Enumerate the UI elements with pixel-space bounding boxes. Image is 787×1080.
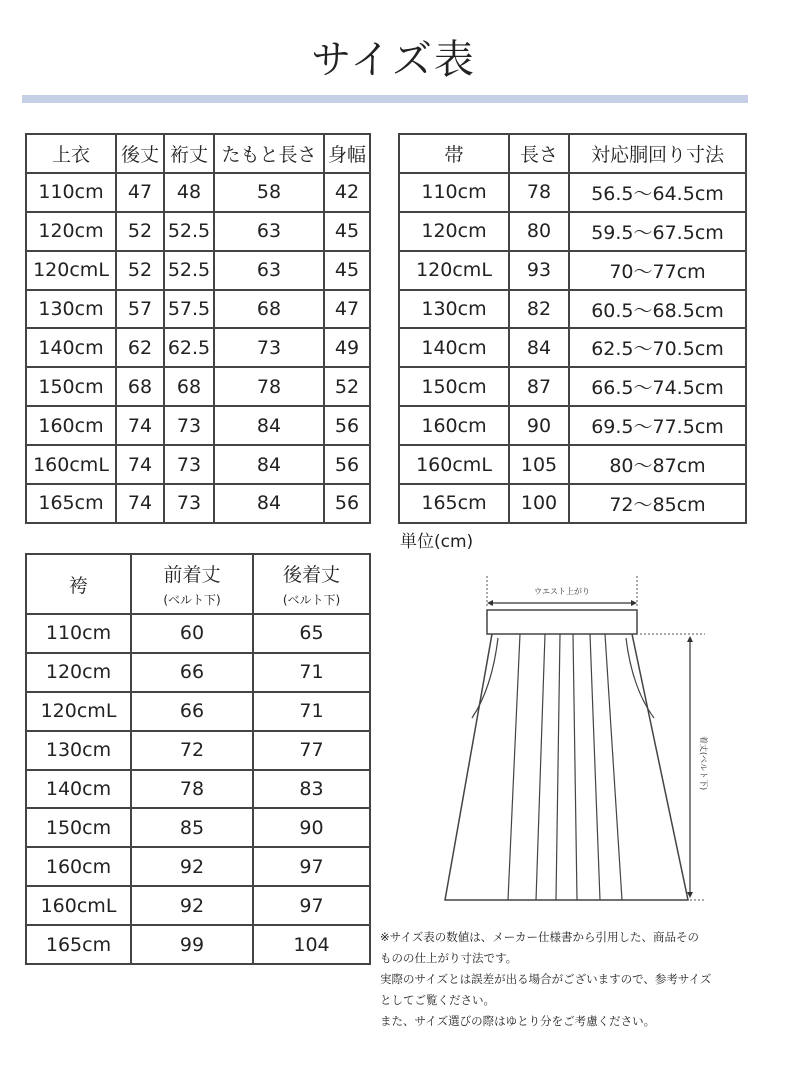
table-cell: 68 bbox=[116, 367, 164, 406]
pleat-line bbox=[536, 634, 545, 900]
table-row bbox=[26, 925, 370, 964]
table-cell: 65 bbox=[253, 614, 370, 653]
header-cell: 裄丈 bbox=[164, 134, 214, 173]
note-line: ※サイズ表の数値は、メーカー仕様書から引用した、商品その bbox=[380, 930, 699, 944]
table-cell: 84 bbox=[509, 328, 569, 367]
table-cell: 80 bbox=[509, 212, 569, 251]
table-cell: 63 bbox=[214, 251, 324, 290]
header-sub: (ベルト下) bbox=[163, 593, 221, 607]
header-cell: 後丈 bbox=[116, 134, 164, 173]
table-row bbox=[399, 328, 746, 367]
table-row bbox=[26, 770, 370, 809]
note-line: 実際のサイズとは誤差が出る場合がございますので、参考サイズ bbox=[380, 972, 712, 986]
table-cell: 120cmL bbox=[26, 251, 116, 290]
table-cell: 110cm bbox=[26, 614, 131, 653]
pleat-line bbox=[508, 634, 520, 900]
table-row bbox=[26, 367, 370, 406]
side-slit-left bbox=[472, 638, 498, 718]
table-cell: 47 bbox=[324, 290, 370, 329]
table-cell: 160cmL bbox=[26, 886, 131, 925]
table-cell: 68 bbox=[214, 290, 324, 329]
table-cell: 120cm bbox=[399, 212, 509, 251]
table-cell: 150cm bbox=[399, 367, 509, 406]
table-cell: 73 bbox=[214, 328, 324, 367]
table-cell: 48 bbox=[164, 173, 214, 212]
length-label: 着丈(ベルト下) bbox=[699, 735, 708, 791]
table-cell: 120cm bbox=[26, 653, 131, 692]
table-cell: 160cmL bbox=[26, 445, 116, 484]
table-cell: 62.5～70.5cm bbox=[569, 328, 746, 367]
note-line: としてご覧ください。 bbox=[380, 993, 495, 1007]
table-cell: 78 bbox=[131, 770, 253, 809]
table-row bbox=[26, 173, 370, 212]
table-cell: 78 bbox=[214, 367, 324, 406]
table-cell: 59.5～67.5cm bbox=[569, 212, 746, 251]
table-cell: 130cm bbox=[26, 731, 131, 770]
table-cell: 56 bbox=[324, 484, 370, 523]
table-cell: 110cm bbox=[26, 173, 116, 212]
table-cell: 130cm bbox=[26, 290, 116, 329]
table-cell: 84 bbox=[214, 484, 324, 523]
header-sub: (ベルト下) bbox=[282, 593, 341, 607]
table-cell: 160cmL bbox=[399, 445, 509, 484]
table-cell: 74 bbox=[116, 406, 164, 445]
header-cell bbox=[131, 554, 253, 614]
header-main: 後着丈 bbox=[282, 564, 340, 586]
table-row bbox=[399, 406, 746, 445]
table-cell: 78 bbox=[509, 173, 569, 212]
table-cell: 66 bbox=[131, 653, 253, 692]
table-cell: 85 bbox=[131, 808, 253, 847]
table-row bbox=[26, 614, 370, 653]
table-cell: 160cm bbox=[26, 406, 116, 445]
table-cell: 56.5～64.5cm bbox=[569, 173, 746, 212]
table-cell: 62.5 bbox=[164, 328, 214, 367]
table-row bbox=[26, 484, 370, 523]
table-cell: 60.5～68.5cm bbox=[569, 290, 746, 329]
table-cell: 90 bbox=[253, 808, 370, 847]
table-cell: 57.5 bbox=[164, 290, 214, 329]
table-cell: 130cm bbox=[399, 290, 509, 329]
table-row bbox=[26, 847, 370, 886]
pleat-line bbox=[573, 634, 577, 900]
obi-size-table bbox=[398, 133, 747, 524]
table-cell: 83 bbox=[253, 770, 370, 809]
table-row bbox=[399, 251, 746, 290]
header-cell: 身幅 bbox=[324, 134, 370, 173]
table-cell: 140cm bbox=[399, 328, 509, 367]
pleat-line bbox=[556, 634, 560, 900]
table-cell: 57 bbox=[116, 290, 164, 329]
table-cell: 92 bbox=[131, 886, 253, 925]
header-cell: 上衣 bbox=[26, 134, 116, 173]
table-cell: 140cm bbox=[26, 328, 116, 367]
table-cell: 80～87cm bbox=[569, 445, 746, 484]
table-cell: 90 bbox=[509, 406, 569, 445]
table-cell: 165cm bbox=[26, 925, 131, 964]
table-header-row bbox=[26, 134, 370, 173]
hakama-size-table bbox=[25, 553, 371, 965]
table-cell: 56 bbox=[324, 445, 370, 484]
arrow-left-icon bbox=[487, 600, 493, 606]
table-cell: 66.5～74.5cm bbox=[569, 367, 746, 406]
table-cell: 84 bbox=[214, 445, 324, 484]
table-row bbox=[399, 173, 746, 212]
table-row bbox=[26, 808, 370, 847]
table-cell: 120cmL bbox=[399, 251, 509, 290]
table-row bbox=[26, 886, 370, 925]
title-underline bbox=[22, 95, 748, 103]
table-cell: 73 bbox=[164, 445, 214, 484]
waistband bbox=[487, 610, 637, 634]
table-cell: 82 bbox=[509, 290, 569, 329]
table-cell: 52 bbox=[324, 367, 370, 406]
table-cell: 68 bbox=[164, 367, 214, 406]
table-cell: 120cm bbox=[26, 212, 116, 251]
header-cell: 帯 bbox=[399, 134, 509, 173]
header-cell: たもと長さ bbox=[214, 134, 324, 173]
table-cell: 66 bbox=[131, 692, 253, 731]
table-row bbox=[26, 212, 370, 251]
table-cell: 99 bbox=[131, 925, 253, 964]
table-cell: 62 bbox=[116, 328, 164, 367]
arrow-up-icon bbox=[687, 636, 693, 642]
table-cell: 73 bbox=[164, 406, 214, 445]
page-title: サイズ表 bbox=[311, 37, 476, 83]
table-cell: 77 bbox=[253, 731, 370, 770]
table-cell: 74 bbox=[116, 484, 164, 523]
table-row bbox=[26, 406, 370, 445]
header-main: 袴 bbox=[68, 574, 88, 597]
table-header-row bbox=[399, 134, 746, 173]
table-cell: 84 bbox=[214, 406, 324, 445]
table-cell: 150cm bbox=[26, 808, 131, 847]
table-cell: 71 bbox=[253, 692, 370, 731]
table-cell: 60 bbox=[131, 614, 253, 653]
table-cell: 45 bbox=[324, 212, 370, 251]
pleat-line bbox=[605, 634, 622, 900]
note-line: ものの仕上がり寸法です。 bbox=[380, 951, 518, 965]
side-slit-right bbox=[626, 638, 654, 718]
table-cell: 110cm bbox=[399, 173, 509, 212]
header-main: 前着丈 bbox=[163, 564, 221, 586]
table-cell: 42 bbox=[324, 173, 370, 212]
header-cell: 長さ bbox=[509, 134, 569, 173]
table-cell: 140cm bbox=[26, 770, 131, 809]
table-cell: 52.5 bbox=[164, 212, 214, 251]
table-row bbox=[26, 290, 370, 329]
table-header-row bbox=[26, 554, 370, 614]
table-cell: 97 bbox=[253, 847, 370, 886]
header-cell bbox=[26, 554, 131, 614]
table-row bbox=[26, 692, 370, 731]
table-cell: 52 bbox=[116, 212, 164, 251]
table-cell: 56 bbox=[324, 406, 370, 445]
table-cell: 52.5 bbox=[164, 251, 214, 290]
table-cell: 87 bbox=[509, 367, 569, 406]
table-cell: 72～85cm bbox=[569, 484, 746, 523]
table-cell: 92 bbox=[131, 847, 253, 886]
table-cell: 52 bbox=[116, 251, 164, 290]
note-line: また、サイズ選びの際はゆとり分をご考慮ください。 bbox=[380, 1014, 656, 1028]
table-cell: 104 bbox=[253, 925, 370, 964]
table-row bbox=[26, 731, 370, 770]
table-row bbox=[399, 367, 746, 406]
hakama-diagram bbox=[440, 568, 715, 903]
table-cell: 47 bbox=[116, 173, 164, 212]
table-cell: 93 bbox=[509, 251, 569, 290]
header-cell: 対応胴回り寸法 bbox=[569, 134, 746, 173]
pleat-line bbox=[590, 634, 600, 900]
table-row bbox=[399, 445, 746, 484]
skirt-outline bbox=[445, 634, 688, 900]
table-row bbox=[399, 212, 746, 251]
table-cell: 69.5～77.5cm bbox=[569, 406, 746, 445]
table-cell: 58 bbox=[214, 173, 324, 212]
table-cell: 63 bbox=[214, 212, 324, 251]
table-cell: 72 bbox=[131, 731, 253, 770]
header-cell bbox=[253, 554, 370, 614]
table-cell: 165cm bbox=[26, 484, 116, 523]
table-cell: 70～77cm bbox=[569, 251, 746, 290]
jacket-size-table bbox=[25, 133, 371, 524]
table-cell: 97 bbox=[253, 886, 370, 925]
table-cell: 45 bbox=[324, 251, 370, 290]
table-row bbox=[399, 484, 746, 523]
waist-label: ウエスト上がり bbox=[534, 587, 590, 596]
table-cell: 74 bbox=[116, 445, 164, 484]
unit-label: 単位(cm) bbox=[400, 532, 474, 552]
notes bbox=[380, 927, 780, 1032]
table-cell: 160cm bbox=[399, 406, 509, 445]
table-cell: 71 bbox=[253, 653, 370, 692]
table-cell: 100 bbox=[509, 484, 569, 523]
table-cell: 120cmL bbox=[26, 692, 131, 731]
arrow-right-icon bbox=[631, 600, 637, 606]
table-cell: 105 bbox=[509, 445, 569, 484]
table-cell: 165cm bbox=[399, 484, 509, 523]
table-row bbox=[26, 653, 370, 692]
table-row bbox=[26, 251, 370, 290]
table-cell: 160cm bbox=[26, 847, 131, 886]
table-row bbox=[26, 328, 370, 367]
table-row bbox=[26, 445, 370, 484]
table-cell: 73 bbox=[164, 484, 214, 523]
table-cell: 150cm bbox=[26, 367, 116, 406]
table-cell: 49 bbox=[324, 328, 370, 367]
table-row bbox=[399, 290, 746, 329]
